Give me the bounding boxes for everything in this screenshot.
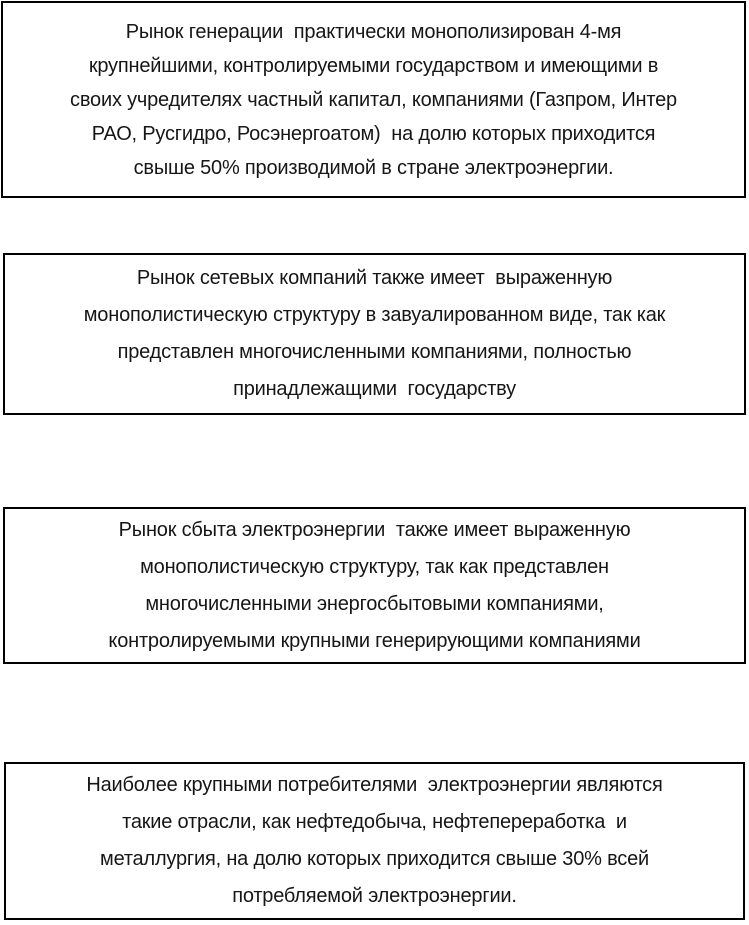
text-line: многочисленными энергосбытовыми компаниями, bbox=[145, 592, 604, 615]
text-line: Наиболее крупными потребителями электроэнергии являются bbox=[86, 774, 663, 796]
text-line: представлен многочисленными компаниями, полностью bbox=[117, 341, 632, 363]
text-line: потребляемой электроэнергии. bbox=[232, 885, 517, 907]
text-line: свыше 50% производимой в стране электроэнергии. bbox=[133, 156, 614, 179]
text-line: Рынок сетевых компаний также имеет выраженную bbox=[136, 267, 613, 289]
textbox-generation-market bbox=[1, 1, 746, 198]
text-line: такие отрасли, как нефтедобыча, нефтепереработка и bbox=[122, 811, 627, 833]
text-line: металлургия, на долю которых приходится свыше 30% всей bbox=[100, 848, 649, 870]
text-line: Рынок сбыта электроэнергии также имеет выраженную bbox=[118, 518, 631, 541]
textbox-electricity-sales-market bbox=[3, 507, 746, 664]
text-line: крупнейшими, контролируемыми государством и имеющими в bbox=[88, 54, 659, 77]
text-line: РАО, Русгидро, Росэнергоатом) на долю которых приходится bbox=[91, 122, 656, 145]
text-line: монополистическую структуру в завуалированном виде, так как bbox=[83, 304, 666, 326]
textbox-grid-companies-market bbox=[3, 253, 746, 415]
textbox-largest-consumers bbox=[4, 762, 745, 920]
text-line: контролируемыми крупными генерирующими компаниями bbox=[108, 629, 641, 652]
text-line: своих учредителях частный капитал, компаниями (Газпром, Интер bbox=[70, 88, 677, 111]
text-line: монополистическую структуру, так как представлен bbox=[140, 555, 609, 578]
text-line: Рынок генерации практически монополизирован 4-мя bbox=[125, 20, 622, 43]
text-line: принадлежащими государству bbox=[233, 378, 516, 400]
